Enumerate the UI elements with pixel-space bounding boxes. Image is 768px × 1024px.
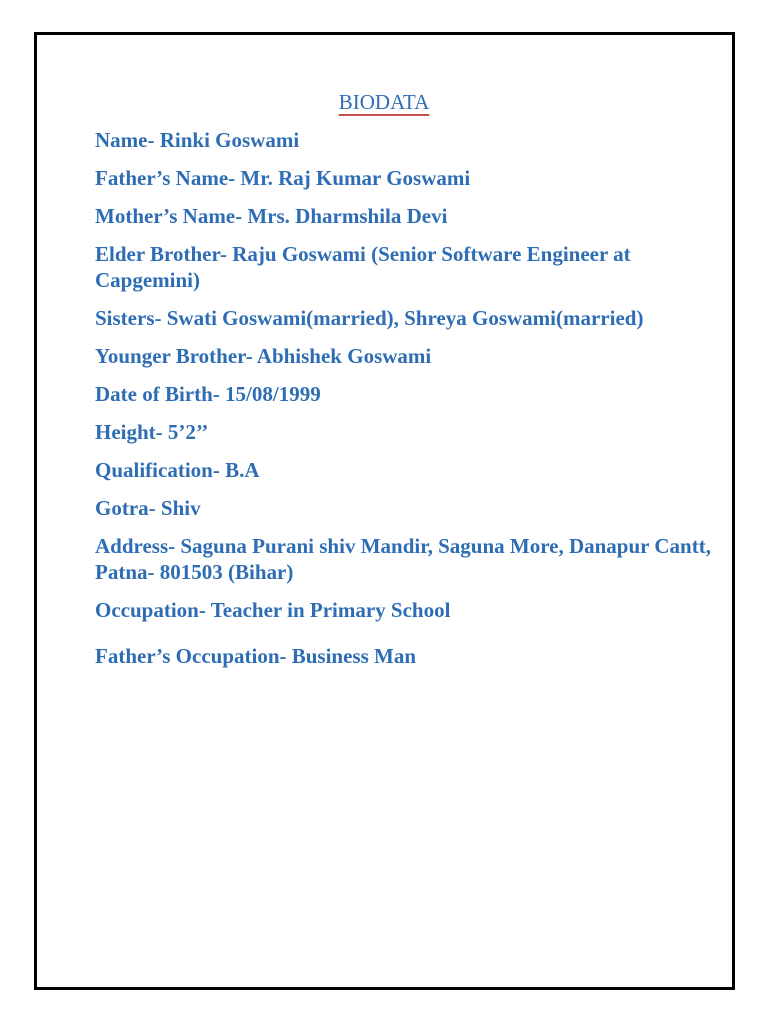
field-sisters: Sisters- Swati Goswami(married), Shreya Goswami(married) (95, 306, 644, 330)
field-younger-brother: Younger Brother- Abhishek Goswami (95, 344, 432, 368)
document-title: BIODATA (338, 90, 430, 114)
field-height: Height- 5’2’’ (95, 420, 209, 444)
field-name: Name- Rinki Goswami (95, 128, 300, 152)
biodata-fields (95, 127, 725, 681)
field-elder-brother: Elder Brother- Raju Goswami (Senior Software Engineer at Capgemini) (95, 242, 631, 292)
field-address: Address- Saguna Purani shiv Mandir, Saguna More, Danapur Cantt, Patna- 801503 (Bihar) (95, 534, 711, 584)
field-fathers-occupation: Father’s Occupation- Business Man (95, 644, 417, 668)
field-occupation: Occupation- Teacher in Primary School (95, 598, 451, 622)
field-fathers-name: Father’s Name- Mr. Raj Kumar Goswami (95, 166, 471, 190)
field-date-of-birth: Date of Birth- 15/08/1999 (95, 382, 321, 406)
field-mothers-name: Mother’s Name- Mrs. Dharmshila Devi (95, 204, 448, 228)
field-qualification: Qualification- B.A (95, 458, 260, 482)
field-gotra: Gotra- Shiv (95, 496, 201, 520)
